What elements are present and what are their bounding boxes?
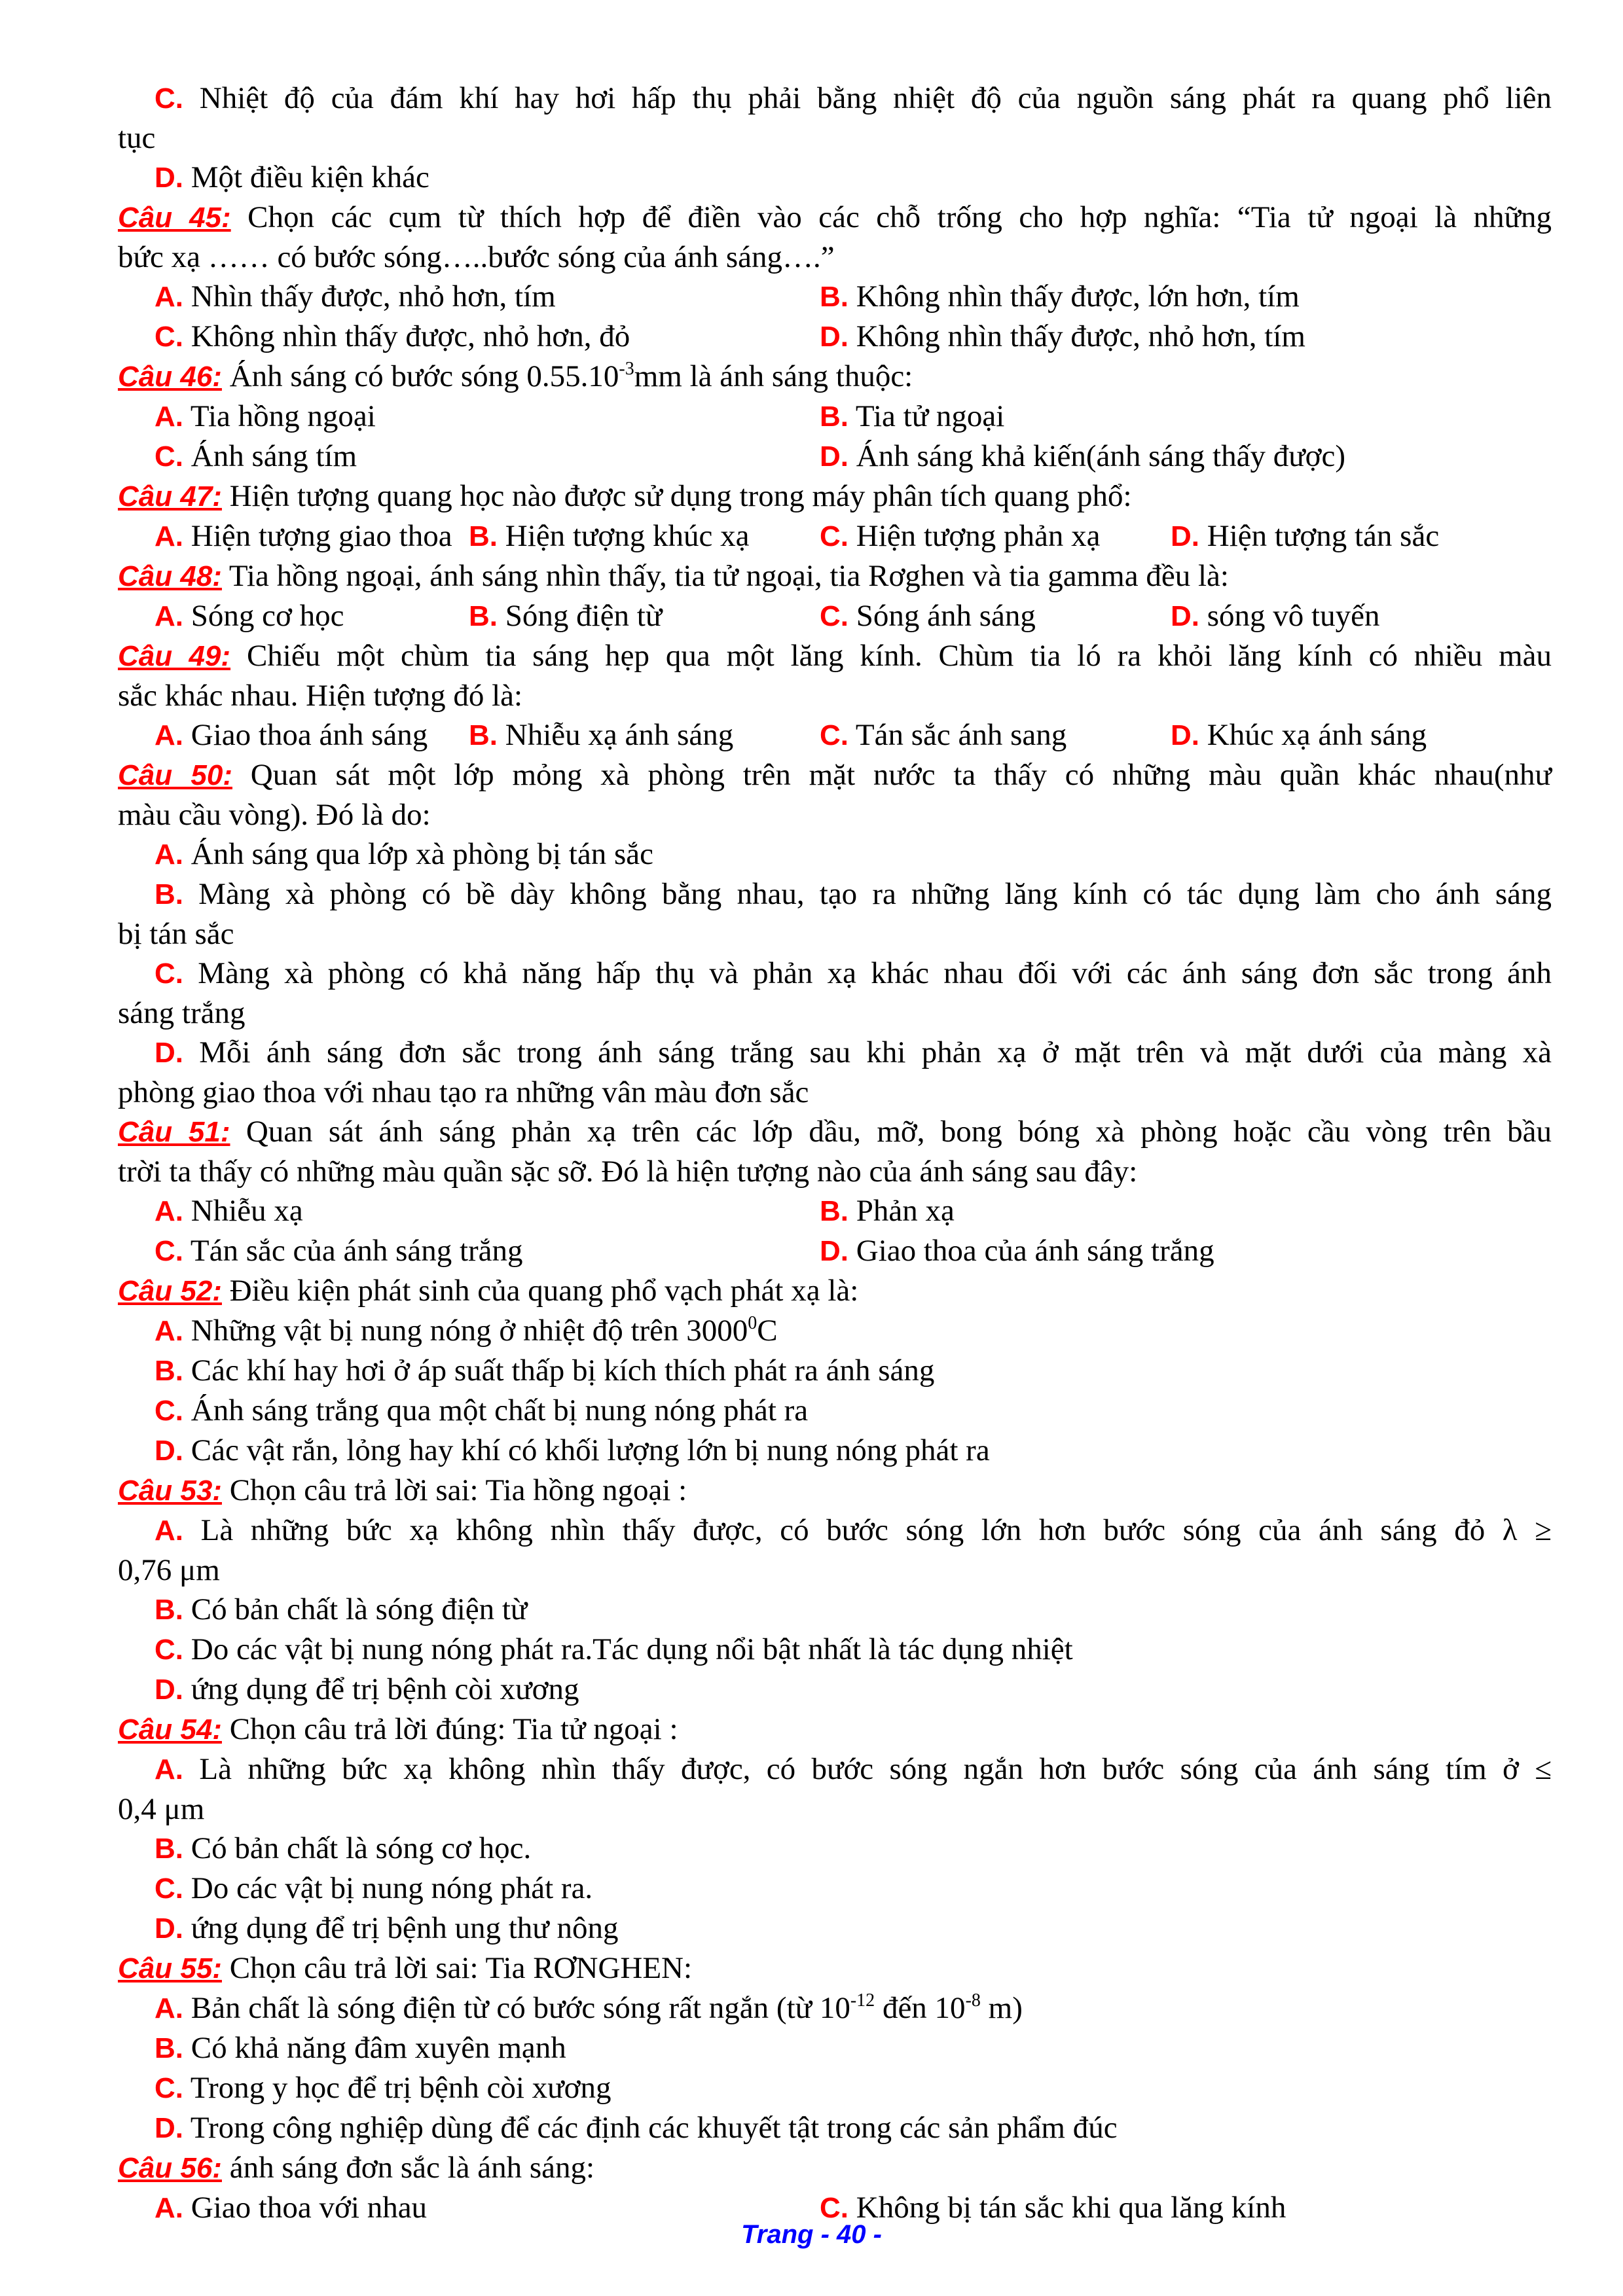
option-c: [118, 954, 1552, 994]
option-label: C.: [820, 520, 848, 552]
option-label: A.: [155, 1992, 183, 2024]
option-text: Tia tử ngoại: [855, 399, 1005, 433]
question-text: Chọn câu trả lời sai: Tia hồng ngoại :: [229, 1473, 687, 1507]
options-row: [118, 516, 1552, 556]
option-text: Nhiễu xạ ánh sáng: [505, 718, 734, 752]
question-text: Chọn câu trả lời đúng: Tia tử ngoại :: [229, 1712, 678, 1746]
option-label: B.: [155, 1833, 183, 1865]
option-label: D.: [1171, 520, 1199, 552]
option-label: A.: [155, 281, 183, 313]
option-text: Một điều kiện khác: [191, 160, 429, 194]
option-label: D.: [155, 1912, 183, 1945]
option-text: Giao thoa ánh sáng: [191, 718, 428, 752]
option-d: [820, 1231, 1552, 1271]
option-c: [820, 596, 1171, 636]
question-text: Chọn câu trả lời sai: Tia RƠNGHEN:: [229, 1951, 693, 1985]
option-text: Tán sắc của ánh sáng trắng: [190, 1234, 523, 1268]
option-text: Trong công nghiệp dùng để các định các khuyết tật trong các sản phẩm đúc: [190, 2111, 1118, 2145]
question-text: ánh sáng đơn sắc là ánh sáng:: [229, 2151, 595, 2185]
option-text: Phản xạ: [856, 1194, 955, 1228]
option-c: [118, 317, 820, 357]
option-b: [118, 2028, 1552, 2068]
option-label: D.: [820, 440, 848, 473]
option-label: B.: [820, 401, 848, 433]
option-text: Tia hồng ngoại: [190, 399, 376, 433]
question-number: Câu 48:: [118, 560, 222, 592]
option-a: [118, 715, 469, 755]
options-row: [118, 596, 1552, 636]
text-line: 0,4 μm: [118, 1792, 205, 1826]
option-label: B.: [469, 520, 498, 552]
option-label: D.: [1171, 600, 1199, 632]
text-line: bức xạ …… có bước sóng…..bước sóng của ánh sáng….”: [118, 240, 835, 274]
option-label: A.: [155, 600, 183, 632]
option-text: đến 10: [875, 1991, 966, 2025]
option-c: [118, 1630, 1552, 1670]
option-label: D.: [820, 321, 848, 353]
option-text: Có bản chất là sóng cơ học.: [191, 1831, 532, 1865]
question-text: Ánh sáng có bước sóng 0.55.10: [229, 359, 619, 393]
option-text: Sóng điện từ: [505, 599, 663, 633]
option-label: C.: [820, 600, 848, 632]
option-text: Là những bức xạ không nhìn thấy được, có bước sóng lớn hơn bước sóng của ánh sáng đỏ λ ≥: [200, 1513, 1552, 1547]
option-text: Không bị tán sắc khi qua lăng kính: [856, 2191, 1286, 2225]
option-c: [118, 1231, 820, 1271]
question-number: Câu 55:: [118, 1952, 222, 1984]
option-text: Sóng ánh sáng: [856, 599, 1036, 633]
question-number: Câu 49:: [118, 640, 231, 672]
question-text: Chọn các cụm từ thích hợp để điền vào các chỗ trống cho hợp nghĩa: “Tia tử ngoại là những: [247, 200, 1552, 234]
question-56: [118, 2148, 1552, 2188]
question-text: Điều kiện phát sinh của quang phổ vạch phát xạ là:: [229, 1274, 859, 1308]
option-text: Bản chất là sóng điện từ có bước sóng rất ngắn (từ 10: [191, 1991, 850, 2025]
option-text: Mỗi ánh sáng đơn sắc trong ánh sáng trắng sau khi phản xạ ở mặt trên và mặt dưới của màng xà: [199, 1035, 1552, 1069]
option-text: Ánh sáng trắng qua một chất bị nung nóng phát ra: [191, 1393, 809, 1427]
option-d: [118, 1033, 1552, 1073]
option-text: m): [980, 1991, 1023, 2025]
question-50: [118, 755, 1552, 795]
option-text: sóng vô tuyến: [1207, 599, 1380, 633]
option-text: Sóng cơ học: [191, 599, 344, 633]
question-number: Câu 45:: [118, 202, 231, 234]
option-label: D.: [155, 1037, 183, 1069]
option-text: Ánh sáng tím: [191, 439, 357, 473]
option-text: ứng dụng để trị bệnh ung thư nông: [191, 1911, 619, 1945]
option-d: [820, 437, 1552, 476]
option-a: [118, 1988, 1552, 2028]
question-text: Hiện tượng quang học nào được sử dụng trong máy phân tích quang phổ:: [229, 479, 1132, 513]
text-line: phòng giao thoa với nhau tạo ra những vân màu đơn sắc: [118, 1075, 809, 1109]
option-text: Hiện tượng khúc xạ: [505, 519, 750, 553]
option-b: [469, 516, 820, 556]
question-47: [118, 476, 1552, 516]
question-45: [118, 198, 1552, 238]
option-text: Là những bức xạ không nhìn thấy được, có bước sóng ngắn hơn bước sóng của ánh sáng tím ở ≤: [199, 1752, 1552, 1786]
option-b: [118, 1590, 1552, 1630]
option-text: Nhìn thấy được, nhỏ hơn, tím: [191, 279, 556, 314]
option-b: [469, 596, 820, 636]
option-label: D.: [155, 2112, 183, 2144]
option-c: [118, 1391, 1552, 1431]
option-text: Có bản chất là sóng điện từ: [191, 1592, 528, 1626]
question-text: Chiếu một chùm tia sáng hẹp qua một lăng kính. Chùm tia ló ra khỏi lăng kính có nhiều màu: [246, 639, 1552, 673]
option-text: Tán sắc ánh sang: [855, 718, 1067, 752]
option-d: [1171, 516, 1552, 556]
option-label: A.: [155, 401, 183, 433]
option-label: A.: [155, 2192, 183, 2224]
option-label: C.: [820, 719, 848, 751]
option-label: C.: [155, 1235, 183, 1267]
option-text: Nhiệt độ của đám khí hay hơi hấp thụ phải bằng nhiệt độ của nguồn sáng phát ra quang phổ liên: [199, 81, 1552, 115]
option-label: D.: [155, 1435, 183, 1467]
superscript: 0: [748, 1313, 757, 1333]
option-text: Hiện tượng giao thoa: [191, 519, 452, 553]
superscript: -12: [850, 1990, 875, 2011]
question-number: Câu 47:: [118, 480, 222, 512]
question-text: mm là ánh sáng thuộc:: [634, 359, 913, 393]
option-text: Không nhìn thấy được, lớn hơn, tím: [856, 279, 1300, 314]
option-label: C.: [155, 1395, 183, 1427]
option-a: [118, 834, 1552, 874]
option-text: Trong y học để trị bệnh còi xương: [190, 2071, 611, 2105]
question-46: [118, 357, 1552, 397]
option-a: [118, 516, 469, 556]
text-line: sắc khác nhau. Hiện tượng đó là:: [118, 679, 523, 713]
options-row: [118, 1231, 1552, 1271]
option-a: [118, 596, 469, 636]
option-label: C.: [155, 82, 183, 115]
option-text: Giao thoa của ánh sáng trắng: [856, 1234, 1214, 1268]
option-b: [469, 715, 820, 755]
question-text: Quan sát ánh sáng phản xạ trên các lớp dầu, mỡ, bong bóng xà phòng hoặc cầu vòng trên bầu: [246, 1115, 1552, 1149]
option-text: C: [757, 1314, 778, 1348]
question-number: Câu 54:: [118, 1713, 222, 1746]
question-51: [118, 1112, 1552, 1152]
question-52: [118, 1271, 1552, 1311]
option-label: A.: [155, 719, 183, 751]
text-line: 0,76 μm: [118, 1553, 220, 1587]
option-label: D.: [1171, 719, 1199, 751]
question-number: Câu 52:: [118, 1275, 222, 1307]
options-row: [118, 715, 1552, 755]
option-a: [118, 1511, 1552, 1551]
option-b: [820, 277, 1552, 317]
option-d: [1171, 596, 1552, 636]
option-b: [820, 1191, 1552, 1231]
option-d: [118, 1431, 1552, 1471]
option-text: Giao thoa với nhau: [191, 2191, 428, 2225]
option-b: [820, 397, 1552, 437]
option-label: C.: [820, 2192, 848, 2224]
option-text: Do các vật bị nung nóng phát ra.: [191, 1871, 593, 1905]
text-line: trời ta thấy có những màu quần sặc sỡ. Đó là hiện tượng nào của ánh sáng sau đây:: [118, 1155, 1138, 1189]
option-c: [118, 2068, 1552, 2108]
question-53: [118, 1471, 1552, 1511]
option-d: [118, 1909, 1552, 1948]
option-b: [118, 1829, 1552, 1869]
option-a: [118, 397, 820, 437]
option-label: C.: [155, 1634, 183, 1666]
option-text: Ánh sáng khả kiến(ánh sáng thấy được): [856, 439, 1346, 473]
options-row: [118, 277, 1552, 317]
option-label: D.: [820, 1235, 848, 1267]
question-49: [118, 636, 1552, 676]
option-label: B.: [155, 1355, 183, 1387]
option-label: C.: [155, 1873, 183, 1905]
question-number: Câu 51:: [118, 1116, 230, 1148]
options-row: [118, 437, 1552, 476]
question-number: Câu 46:: [118, 361, 222, 393]
option-a: [118, 1311, 1552, 1351]
option-label: C.: [155, 440, 183, 473]
option-d: [820, 317, 1552, 357]
option-text: Do các vật bị nung nóng phát ra.Tác dụng nổi bật nhất là tác dụng nhiệt: [191, 1632, 1073, 1666]
option-label: A.: [155, 1515, 183, 1547]
question-number: Câu 53:: [118, 1475, 222, 1507]
option-label: C.: [155, 958, 183, 990]
option-label: D.: [155, 1674, 183, 1706]
option-label: A.: [155, 520, 183, 552]
page-number: Trang - 40 -: [741, 2220, 882, 2249]
question-48: [118, 556, 1552, 596]
option-label: A.: [155, 1753, 183, 1785]
option-label: B.: [820, 1195, 848, 1227]
option-label: B.: [155, 2032, 183, 2064]
option-label: A.: [155, 838, 183, 870]
option-text: Có khả năng đâm xuyên mạnh: [191, 2031, 566, 2065]
option-line: [118, 79, 1552, 118]
text-line: bị tán sắc: [118, 917, 234, 951]
option-c: [118, 437, 820, 476]
option-text: Hiện tượng tán sắc: [1207, 519, 1440, 553]
option-label: C.: [155, 321, 183, 353]
option-text: Nhiễu xạ: [191, 1194, 303, 1228]
option-label: A.: [155, 1195, 183, 1227]
option-a: [118, 277, 820, 317]
option-label: D.: [155, 162, 183, 194]
options-row: [118, 1191, 1552, 1231]
option-text: Ánh sáng qua lớp xà phòng bị tán sắc: [191, 837, 653, 871]
option-text: Màng xà phòng có khả năng hấp thụ và phản xạ khác nhau đối với các ánh sáng đơn sắc trong ánh: [198, 956, 1552, 990]
option-text: Hiện tượng phản xạ: [856, 519, 1101, 553]
option-label: A.: [155, 1315, 183, 1347]
option-text: Những vật bị nung nóng ở nhiệt độ trên 3000: [191, 1314, 748, 1348]
superscript: -8: [965, 1990, 981, 2011]
text-line: màu cầu vòng). Đó là do:: [118, 798, 431, 832]
option-label: B.: [820, 281, 848, 313]
option-label: B.: [155, 1594, 183, 1626]
question-text: Quan sát một lớp mỏng xà phòng trên mặt nước ta thấy có những màu quần khác nhau(như: [250, 758, 1552, 792]
option-label: C.: [155, 2072, 183, 2104]
option-line: [118, 158, 1552, 198]
superscript: -3: [619, 359, 634, 379]
option-c: [118, 1869, 1552, 1909]
option-b: [118, 874, 1552, 914]
question-55: [118, 1948, 1552, 1988]
option-label: B.: [155, 878, 183, 910]
option-c: [820, 516, 1171, 556]
option-label: B.: [469, 719, 498, 751]
option-text: Không nhìn thấy được, nhỏ hơn, tím: [856, 319, 1305, 353]
option-b: [118, 1351, 1552, 1391]
option-text: Các vật rắn, lỏng hay khí có khối lượng lớn bị nung nóng phát ra: [191, 1433, 990, 1467]
question-number: Câu 56:: [118, 2152, 222, 2184]
document-body: [118, 79, 1552, 2228]
option-text: Màng xà phòng có bề dày không bằng nhau, tạo ra những lăng kính có tác dụng làm cho ánh sáng: [198, 877, 1552, 911]
options-row: [118, 397, 1552, 437]
question-number: Câu 50:: [118, 759, 232, 791]
options-row: [118, 317, 1552, 357]
option-a: [118, 1749, 1552, 1789]
option-a: [118, 1191, 820, 1231]
option-text: Khúc xạ ánh sáng: [1207, 718, 1427, 752]
text-line: tục: [118, 121, 156, 155]
option-d: [118, 2108, 1552, 2148]
option-text: Các khí hay hơi ở áp suất thấp bị kích thích phát ra ánh sáng: [191, 1354, 935, 1388]
option-d: [118, 1670, 1552, 1710]
option-text: Không nhìn thấy được, nhỏ hơn, đỏ: [191, 319, 630, 353]
question-text: Tia hồng ngoại, ánh sáng nhìn thấy, tia tử ngoại, tia Rơghen và tia gamma đều là:: [228, 559, 1229, 593]
option-text: ứng dụng để trị bệnh còi xương: [191, 1672, 579, 1706]
option-d: [1171, 715, 1552, 755]
option-label: B.: [469, 600, 498, 632]
text-line: sáng trắng: [118, 996, 246, 1030]
option-c: [820, 715, 1171, 755]
question-54: [118, 1710, 1552, 1749]
